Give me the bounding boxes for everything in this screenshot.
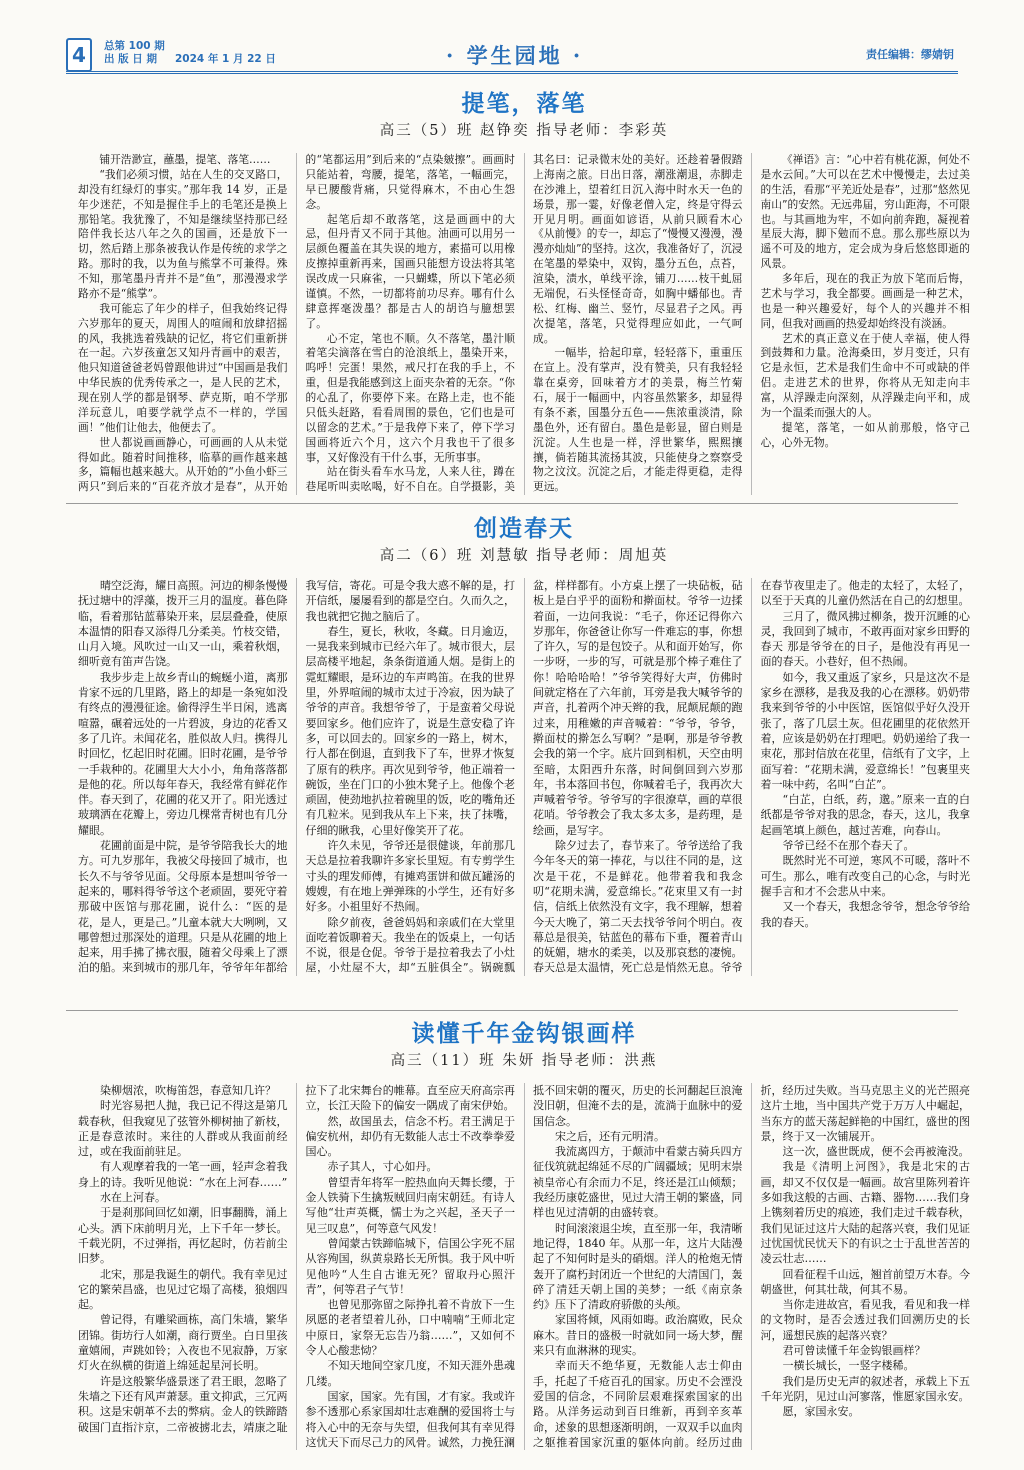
article-paragraph: 又一个春天，我想念爷爷，想念爷爷给我的春天。 <box>760 900 970 929</box>
article-title: 读懂千年金钩银画样 <box>411 1021 637 1047</box>
publish-date-label: 出 版 日 期 <box>104 53 157 65</box>
article-paragraph: 时间滚滚退尘埃，直至那一年，我清晰地记得，1840 年。从那一年，这片大陆漫起了不知何时是头的硝烟。洋人的枪炮无情轰开了腐朽封闭近一个世纪的大清国门，轰碎了清廷天朝上国的美梦；一纸《南京条约》压下了清政府骄傲的头颅。 <box>533 1221 743 1312</box>
article-paragraph: 回看征程千山远，翘首前望万木春。今朝盛世，何其壮哉，何其不易。 <box>760 1267 970 1296</box>
article-paragraph: 晴空泛海，耀日高照。河边的柳条慢慢抚过塘中的浮藻，拨开三月的温度。暮色降临，看着那钻蓝幕染开来，层层叠叠，使原本温情的阳春又添得几分柔美。竹枝交错，山月入境。风吹过一山又一山，乘着秋烟，细听竟有笛声告饶。 <box>78 579 288 669</box>
section-divider <box>66 1010 958 1011</box>
article-paragraph: 多年后，现在的我正为放下笔而后悔，艺术与学习，我全都要。画画是一种艺术，也是一种兴趣爱好，每个人的兴趣并不相同，但我对画画的热爱却始终没有淡涵。 <box>760 272 970 330</box>
article-paragraph: 不知天地间空家几度，不知天涯外患魂几缕。 <box>305 1359 515 1388</box>
article-paragraph: 时光容易把人抛，我已记不得这是第几载春秋，但我窥见了弦管外柳树抽了新枝，正是春意浓时。来往的人群或从我面前经过，或在我面前驻足。 <box>78 1099 288 1159</box>
article-paragraph: 铺开浩渺宣，蘸墨，提笔、落笔…… <box>99 153 271 166</box>
article-body <box>78 153 970 495</box>
article-paragraph: 我步步走上故乡青山的蜿蜒小道，离那肯家不远的几里路，路上的却是一条宛如没有终点的漫漫征途。偷得浮生半日闲，逃离喧嚣，碾着远处的一片碧波，身边的花香又多了几许。未闻花名，胜似故人归。携得儿时回忆，忆起旧时花圃。旧时花圃，是爷爷一手栽种的。花圃里大大小小，角角落落都是他的花。所以每年春天，我经常有鲜花作伴。春天到了，花圃的花又开了。阳光透过玻璃洒在花瓣上，旁边几棵常青树也有几分耀眼。 <box>78 670 288 837</box>
article-paragraph: 赤子其人，寸心如丹。 <box>327 1160 438 1174</box>
column-title: · 学生园地 · <box>446 43 584 68</box>
article-paragraph: 然，故国虽去，信念不朽。君王满足于偏安杭州，却仍有无数能人志士不改拳拳爱国心。 <box>305 1114 515 1159</box>
article-paragraph: 君可曾读懂千年金钩银画样？ <box>782 1344 926 1358</box>
article-paragraph: 我是《清明上河图》，我是北宋的古画，却又不仅仅是一幅画。故宫里陈列着许多如我这般的古画、古籍、器物……我们身上镌刻着历史的痕迹，我们走过千载春秋，我们见证过这片大陆的起落兴衰，我们见证过忧国忧民忧天下的有识之士于乱世苦苦的凌云壮志…… <box>760 1160 970 1266</box>
article-paragraph: 心不定，笔也不顺。久不落笔，墨汁顺着笔尖滴落在雪白的沧浪纸上，墨染开来，呜呼！完蛋！果然，戒尺打在我的手上，不重，但是我能感到这上面夹杂着的无奈。“你的心乱了，你要停下来。在路上走，也不能只低头赶路，看看周围的景色，它们也是可以留念的艺术。”于是我停下来了，停下学习国画将近六个月，这六个月我也干了很多事，又好像没有干什么事，无所事事。 <box>305 331 515 464</box>
article-paragraph: 如今，我又重返了家乡，只是这次不是家乡在漂移，是我及我的心在漂移。奶奶带我来到爷爷的小中医馆，医馆似乎好久没开张了，落了几层土灰。但花圃里的花依然开着，应该是奶奶在打理吧。奶奶递给了我一束花，那封信放在花里，信纸有了文字，上面写着：“花期未满，爱意绵长！”包裹里夹着一味中药，名叫“白芷”。 <box>760 670 970 791</box>
article-paragraph: 家国将倾，风雨如晦。政治腐败，民众麻木。昔日的盛极一时就如同一场大梦，醒来只有血淋淋的现实。 <box>533 1313 743 1358</box>
article-2 <box>78 515 970 976</box>
article-title: 创造春天 <box>474 516 574 542</box>
article-paragraph: 愿，家国永安。 <box>782 1405 860 1419</box>
article-body <box>78 1083 970 1450</box>
article-paragraph: 这一次，盛世既成，便不会再被淹没。 <box>782 1145 970 1159</box>
issue-meta <box>104 40 276 66</box>
section-divider <box>66 503 958 504</box>
article-byline: 高三（11）班 朱妍 指导老师：洪燕 <box>390 1053 658 1069</box>
masthead-rule <box>66 71 958 74</box>
page-number: 4 <box>66 38 92 72</box>
article-paragraph: 曾闻蒙古铁蹄临城下，信国公字死不屈从容殉国，纵黄泉路长无所惧。我于风中听见他吟“人生自古谁无死？留取丹心照汗青”，何等君子气节！ <box>305 1236 515 1296</box>
article-paragraph: 许久未见，爷爷还是很健谈，年前那几天总是拉着我聊许多家长里短。有专剪学生寸头的理发师傅，有摊鸡蛋饼和做瓦罐汤的嫂嫂，有在地上弹弹珠的小学生，还有好多好多。小祖里好不热闹。 <box>305 839 515 914</box>
article-byline: 高二（6）班 刘慧敏 指导老师：周旭英 <box>379 548 669 564</box>
article-paragraph: 曾望青年将军一腔热血向天舞长缨，于金人铁骑下生擒叛贼回归南宋朝廷。有诗人写他“壮声英概，懦士为之兴起，圣天子一见三叹息”，何等意气风发！ <box>305 1175 515 1235</box>
article-paragraph: 一横长城长，一竖字楼稀。 <box>782 1359 915 1373</box>
article-paragraph: 染柳烟浓，吹梅笛怨，春意知几许？ <box>100 1084 276 1097</box>
article-paragraph: 春生，夏长，秋收，冬藏。日月逾迈，一晃我来到城市已经六年了。城市很大，层层高楼平地起，条条街道通人烟。是街上的霓虹耀眼，是环边的车声鸣笛。在我的世界里，外界喧闹的城市太过于冷寂，因为缺了爷爷的声音。我想爷爷了，于是蛮着父母说要回家乡。他们应许了，说是生意安稳了许多，可以回去的。回家乡的一路上，树木，行人都在倒退，直到我下了车，世界才恢复了原有的秩序。再次见到爷爷，他正端着一碗饭，坐在门口的小独木凳子上。他像个老顽固，使劲地扒拉着碗里的饭，吃的嘴角还有几粒米。见到我从车上下来，扶了抹嘴，仔细的瞅我，心里好像笑开了花。 <box>305 624 515 837</box>
article-1 <box>78 90 970 495</box>
article-paragraph: 宋之后，还有元明清。 <box>555 1129 665 1143</box>
article-paragraph: 除夕前夜，爸爸妈妈和亲戚们在大堂里面吃着饭聊着天。我坐在的饭桌上，一句话不说，很是仓促。爷爷于是拉着我去了小灶屋，小灶屋不大，却“五脏俱全”。锅碗瓢盆，样样都有。小方桌上摆了一块砧板，砧板上是白乎乎的面粉和擀面杖。爷爷一边揉着面，一边问我说：“毛子，你还记得你六岁那年，你爸爸让你写一件难忘的事，你想了许久，写的是包饺子。从和面开始写，你一步呀，一步的写，可就是那个棒子难住了你！哈哈哈哈！”爷爷笑得好大声，仿佛时间就定格在了六年前，耳旁是我大喊爷爷的声音，扎着两个冲天辫的我，屁颠屁颠的跑过来，用稚嫩的声音喊着：“爷爷，爷爷，擀面杖的擀怎么写啊？”是啊，那是爷爷教会我的第一个字。底片回到相机，天空由明至暗，太阳西升东落，时间倒回到六岁那年，书本落回书包，你喊着毛子，我再次大声喊着爷爷。爷爷写的字很潦草，画的草很花哨。爷爷教会了我太多太多，是药理，是绘画，是写字。 <box>305 579 743 975</box>
article-title: 提笔，落笔 <box>461 91 587 117</box>
article-paragraph: 也曾见那弥留之际挣扎着不肯放下一生夙愿的老者望着儿孙，口中喃喃“王师北定中原日，家祭无忘告乃翁……”，又如何不令人心酸悲恸？ <box>305 1298 515 1358</box>
article-paragraph: 当你走进故宫，看见我，看见和我一样的文物时，是否会透过我们回溯历史的长河，遥想民族的起落兴衰？ <box>760 1298 970 1342</box>
article-paragraph: 一幅毕，拾起印章，轻轻落下，重重压在宣上。没有掌声，没有赞美，只有我轻轻靠在桌旁，回味着方才的美景，梅兰竹菊石，展于一幅画中，内容虽然繁多，却显得有条不紊，国墨分五色——焦浓重淡清，除墨色外，还有留白。墨色是彰显，留白则是沉淀。人生也是一样，浮世繁华，熙熙攘攘，倘若随其流扬其波，只能使身之察察受物之汶汶。沉淀之后，才能走得更稳，走得更远。 <box>533 346 743 494</box>
article-body <box>78 578 970 976</box>
article-paragraph: 世人都说画画静心，可画画的人从未觉得如此。随着时间推移，临摹的画作越来越多，篇幅也越来越大。从开始的“小鱼小虾三两只”到后来的“百花齐放才是春”，从开始的“笔都运用”到后来的“点染皴擦”。画画时只能站着，弯腰，提笔，落笔，一幅画完，早已腰酸背痛，只觉得麻木，不由心生怨念。 <box>78 153 515 494</box>
article-paragraph: 起笔后却不敢落笔，这是画画中的大忌，但丹青又不同于其他。油画可以用另一层颜色覆盖在其失误的地方，素描可以用橡皮擦掉重新再来，国画只能想方设法将其笔误改成一只麻雀，一只蝴蝶，所以下笔必须谨慎。不然，一切都将前功尽弃。哪有什么肆意挥毫泼墨？都是古人的胡诌与臆想罢了。 <box>305 212 515 330</box>
publish-date: 2024 年 1 月 22 日 <box>174 53 276 65</box>
article-paragraph: 北宋，那是我诞生的朝代。我有幸见过它的繁荣昌盛，也见过它塌了高楼，狼烟四起。 <box>78 1267 288 1312</box>
article-byline: 高三（5）班 赵铮奕 指导老师：李彩英 <box>379 123 669 139</box>
article-paragraph: 《禅语》言：“心中若有桃花源，何处不是水云间。”大可以在艺术中慢慢走，去过美的生活，看那“平羌近处是春”，过那“悠然见南山”的安然。无远弗届，穷山距海，不可限也。与其画地为牢，不如向前奔跑，凝视着星辰大海，脚下勉而不息。那么那些原以为遥不可及的地方，定会成为身后悠悠即逝的风景。 <box>760 153 970 271</box>
article-paragraph: 花圃前面是中院，是爷爷陪我长大的地方。可九岁那年，我被父母接回了城市，也长久不与爷爷见面。父母原本是想叫爷爷一起来的，哪料得爷爷这个老顽固，要死守着那破中医馆与那花圃，说什么：“医的是花，是人，更是己。”儿童本就大大咧咧，又哪曾想过那深处的道理。只是从花圃的地上起来，用手拂了拂衣服，随着父母乘上了漂泊的船。来到城市的那几年，爷爷年年都给我写信，寄花。可是令我大惑不解的是，打开信纸，屡屡看到的都是空白。久而久之，我也就把它抛之脑后了。 <box>78 579 515 975</box>
article-paragraph: 于是刹那间回忆如潮，旧事翻腾，涌上心头。洒下床前明月光，上下千年一梦长。千载光阴，不过弹指，再忆起时，仿若前尘旧梦。 <box>78 1206 288 1266</box>
article-paragraph: 我流离四方，于颠沛中看蒙古骑兵四方征伐筑就起绵延不尽的广阔疆域；见明末崇祯皇帝心有余而力不足，终还是江山倾颓；我经历康乾盛世，见过大清王朝的繁盛，同样也见过清朝的由盛转衰。 <box>533 1145 743 1220</box>
article-paragraph: 我可能忘了年少的样子，但我始终记得六岁那年的夏天，周围人的喧闹和放肆招摇的风，我挑选着残缺的记忆，将它们重新拼在一起。六岁孩童怎又知丹青画中的艰苦，他只知道爸爸老妈曾跟他讲过“中国画是我们中华民族的优秀传承之一，是人民的艺术，现在别人学的都是钢琴、萨克斯，咱不学那洋玩意儿，咱要学就学点不一样的，学国画！”他们让他去，他便去了。 <box>78 301 288 434</box>
issue-number: 总第 100 期 <box>104 40 165 52</box>
article-paragraph: “白芷，白纸，药，邈。”原来一直的白纸都是爷爷对我的思念，春天，这儿，我拿起画笔填上颜色，越过苦难，向春山。 <box>760 793 970 837</box>
article-paragraph: 幸而天不绝华夏，无数能人志士仰由手，托起了千疮百孔的国家。历史不会湮没爱国的信念，不同阶层艰难探索国家的出路。从洋务运动到百日维新，再到辛亥革命，述象的思想逐渐明朗，一双双手以血肉之躯推着国家沉重的躯体向前。经历过曲折，经历过失败。当马克思主义的光芒照亮这片土地，当中国共产党于万万人中崛起，当东方的蓝天荡起鲜艳的中国红，盛世的图景，终于又一次铺展开。 <box>533 1084 970 1449</box>
masthead <box>0 0 1024 74</box>
article-paragraph: 我们是历史无声的叙述者，承载上下五千年光阴，见过山河寥落，惟愿家国永安。 <box>760 1374 970 1403</box>
article-paragraph: 曾记得，有雕梁画栋，高门朱墙，繁华团锦。街坊行人如潮，商行贾坐。白日里孩童嬉闹，声跳如铃；入夜也不见寂静，万家灯火在纵横的街道上绵延起星河长明。 <box>78 1313 288 1373</box>
article-paragraph: “我们必须习惯，站在人生的交叉路口，却没有红绿灯的事实。”那年我 14 岁，正是年少迷茫，不知是握住手上的毛笔还是换上那铅笔。我犹豫了，不知是继续坚持那已经陪伴我长达八年之久的国画，还是放下一切，然后踏上那条被我认作是传统的求学之路。那时的我，以为鱼与熊掌不可兼得。殊不知，那笔墨丹青并不是“鱼”，那漫漫求学路亦不是“熊掌”。 <box>78 167 288 300</box>
article-paragraph: 三月了，微风拂过柳条，拨开沉睡的心灵，我回到了城市，不敢再面对家乡田野的春天 那是爷爷在的日子，是他没有再见一面的春天。小巷好，但不热闹。 <box>760 609 970 669</box>
article-paragraph: 爷爷已经不在那个春天了。 <box>782 839 915 853</box>
article-paragraph: 提笔，落笔，一如从前那般，恪守己心，心外无物。 <box>760 420 970 449</box>
article-paragraph: 除夕过去了，春节来了。爷爷送给了我今年冬天的第一捧花，与以往不同的是，这次是干花，不是鲜花。他带着我和我念叨“花期未满，爱意绵长。”花束里又有一封信，信纸上依然没有文字，我不理解，想着今天大晚了，第二天去找爷爷问个明白。夜幕总是很美，钴蓝色的幕布下垂，覆着青山的妩媚，塘水的柔美，以及那哀愁的凄惋。春天总是太温情，死亡总是悄然无息。爷爷在春节夜里走了。他走的太轻了，太轻了，以至于天真的儿童仍然活在自己的幻想里。 <box>533 579 970 975</box>
article-paragraph: 艺术的真正意义在于使人幸福，使人得到鼓舞和力量。沧海桑田，岁月变迁，只有它是永恒，艺术是我们生命中不可或缺的伴侣。走进艺术的世界，你将从无知走向丰富，从浮躁走向深刻，从浮躁走向平和，成为一个温柔而强大的人。 <box>760 331 970 419</box>
article-paragraph: 水在上河春。 <box>100 1191 166 1205</box>
article-paragraph: 既然时光不可逆，寒风不可暖，落叶不可生。那么，唯有改变自己的心念，与时光握手言和才不会悲从中来。 <box>760 854 970 898</box>
article-paragraph: 国家，国家。先有国，才有家。我或许参不透那心系家国却壮志难酬的爱国将士与将入心中的无奈与失望，但我何其有幸见得这忧天下而尽己力的风骨。诚然，力挽狂澜抵不回宋朝的覆灭，历史的长河翻起巨浪淹没旧朝，但淹不去的是，流淌于血脉中的爱国信念。 <box>305 1084 743 1449</box>
article-paragraph: 有人观摩着我的一笔一画，轻声念着我身上的诗。我听见他说：“水在上河春……” <box>78 1160 288 1189</box>
editor-credit: 责任编辑：缪婧钥 <box>866 48 954 61</box>
article-paragraph: 许是这般繁华盛景迷了君王眼，忽略了朱墙之下还有风声萧瑟。重文抑武，三冗两积。这是宋朝革不去的弊病。金人的铁蹄踏破国门直指汴京，二帝被掳北去，靖康之耻拉下了北宋舞台的帷幕。直至应天府高宗再立，长江天险下的偏安一隅成了南宋伊始。 <box>78 1084 515 1434</box>
article-paragraph: 站在街头看车水马龙，人来人往，蹲在巷尾听叫卖吆喝，好不自在。自学摄影，美其名曰：记录微末处的美好。还趁着暑假踏上海南之旅。日出日落，潮涨潮退，赤脚走在沙滩上，望着红日沉入海中时水天一色的场景，那一霎，好像老僧入定，终是守得云开见月明。画面如谚语，从前只顾看木心《从前慢》的专一，却忘了“慢慢又漫漫，漫漫亦灿灿”的坚持。这次，我准备好了，沉浸在笔墨的晕染中，双钩，墨分五色，点苔，渲染，渍水，单线平涂，铺刀……枝干虬屈无端倪，石头怪怪奇奇，如胸中蟠郁也。青松、红梅、幽兰、竖竹，尽显君子之风。再次提笔，落笔，只觉得理应如此，一气呵成。 <box>305 153 743 494</box>
article-3 <box>78 1020 970 1450</box>
